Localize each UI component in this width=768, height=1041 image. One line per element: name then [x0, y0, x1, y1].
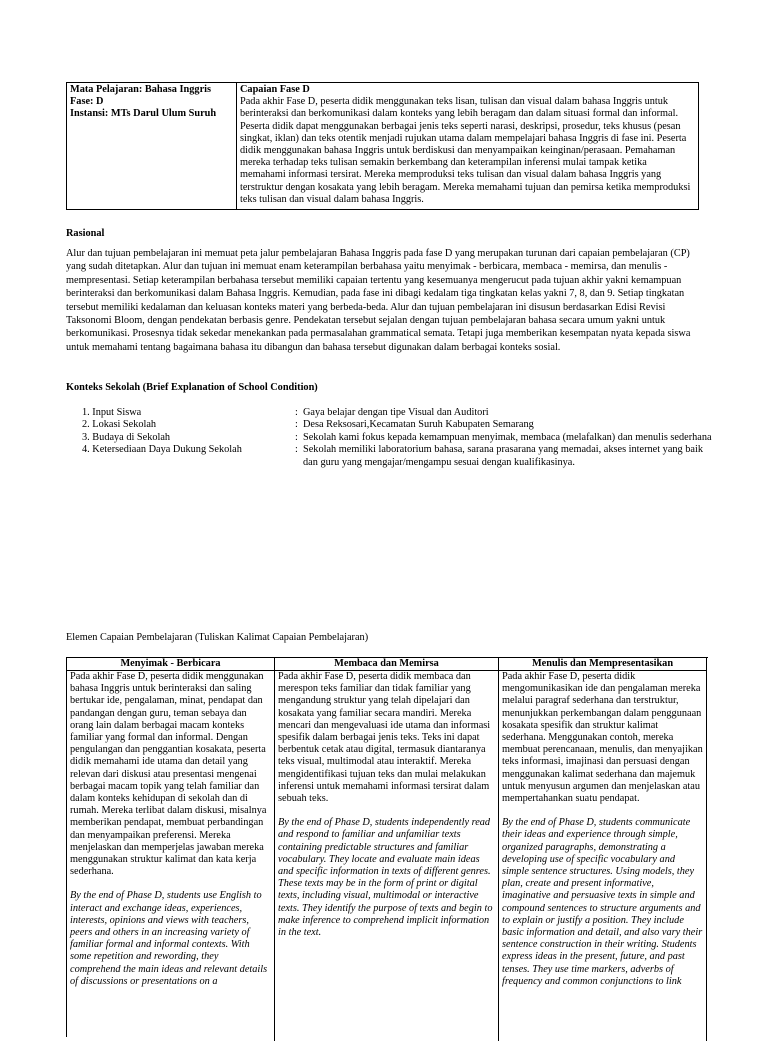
konteks-list: [82, 407, 712, 469]
subject-info-cell: [67, 83, 237, 209]
list-item: [82, 419, 712, 431]
cell-text-id: Pada akhir Fase D, peserta didik membaca dan merespon teks familiar dan tidak familiar yang mengandung struktur yang telah dipelajari dan kosakata yang familiar secara mandiri. Mereka mencari dan mengevaluasi ide utama dan informasi spesifik dalam berbagai jenis teks. Teks ini dapat berbentuk cetak atau digital, termasuk diantaranya teks visual, multimodal atau interaktif. Mereka mengidentifikasi tujuan teks dan mulai melakukan inferensi untuk memahami informasi tersirat dalam sebuah teks.: [278, 671, 491, 805]
konteks-separator: :: [295, 431, 298, 443]
rasional-heading: Rasional: [66, 228, 105, 239]
elemen-title: Elemen Capaian Pembelajaran (Tuliskan Kalimat Capaian Pembelajaran): [66, 632, 369, 643]
cell-text-id: Pada akhir Fase D, peserta didik menggunakan bahasa Inggris untuk berinteraksi dan saling bertukar ide, pengalaman, minat, pendapat dan pandangan dengan guru, teman sebaya dan orang lain dalam berbagai macam konteks familiar yang formal dan informal. Dengan pengulangan dan penggantian kosakata, peserta didik memahami ide utama dan detail yang relevan dari diskusi atau presentasi mengenai berbagai macam topik yang telah familiar dan dalam konteks kehidupan di sekolah dan di rumah. Mereka terlibat dalam diskusi, misalnya memberikan pendapat, membuat perbandingan dan menyampaikan preferensi. Mereka menjelaskan dan memperjelas jawaban mereka menggunakan struktur kalimat dan kata kerja sederhana.: [70, 671, 267, 878]
column-header-menulis: Menulis dan Mempresentasikan: [499, 658, 707, 671]
cell-membaca: [275, 671, 499, 1041]
konteks-label: 3. Budaya di Sekolah: [82, 431, 171, 443]
konteks-label: 4. Ketersediaan Daya Dukung Sekolah: [82, 444, 242, 456]
capaian-text: Pada akhir Fase D, peserta didik menggunakan teks lisan, tulisan dan visual dalam bahasa Inggris untuk berinteraksi dan berkomunikasi dalam konteks yang lebih beragam dan dalam situasi formal dan informal. Peserta didik dapat menggunakan berbagai jenis teks seperti narasi, deskripsi, prosedur, teks khusus (pesan singkat, iklan) dan teks otentik menjadi rujukan utama dalam mempelajari bahasa Inggris di fase ini. Peserta didik menggunakan bahasa Inggris untuk berdiskusi dan menyampaikan keinginan/perasaan. Pemahaman mereka terhadap teks tulisan semakin berkembang dan keterampilan inferensi mulai tampak ketika memahami informasi tersirat. Mereka memproduksi teks tulisan dan visual dalam bahasa Inggris yang terstruktur dengan kosakata yang lebih beragam. Mereka memahami tujuan dan pemirsa ketika memproduksi teks tulisan dan visual dalam bahasa Inggris.: [240, 96, 691, 205]
konteks-separator: :: [295, 407, 298, 418]
rasional-paragraph: Alur dan tujuan pembelajaran ini memuat peta jalur pembelajaran Bahasa Inggris pada fase D yang merupakan turunan dari capaian pembelajaran (CP) yang sudah ditetapkan. Alur dan tujuan ini memuat enam keterampilan berbahasa yaitu menyimak - berbicara, membaca - memirsa, dan menulis - mempresentasi. Setiap keterampilan berbahasa tersebut memiliki capaian tertentu yang kesemuanya mengerucut pada tujuan akhir yakni kemampuan berinteraksi dan berkomunikasi dalam Bahasa Inggris. Kemudian, pada fase ini dibagi kedalam tiga tingkatan kelas yakni 7, 8, dan 9. Setiap tingkatan tersebut memiliki kedalaman dan keluasan konteks materi yang berbeda-beda. Alur dan tujuan pembelajaran ini disusun berdasarkan Edisi Revisi Taksonomi Bloom, dengan pendekatan berbasis genre. Pendekatan tersebut sejalan dengan tujuan pembelajaran bahasa secara umum yakni untuk berkomunikasi. Prosesnya tidak sekedar menekankan pada permasalahan grammatical semata. Tetapi juga memberikan kesempatan nyata kepada siswa untuk memahami tentang bagaimana bahasa itu dibangun dan bahasa tersebut digunakan dalam berbagai konteks sosial.: [66, 248, 691, 353]
capaian-header-table: [66, 82, 699, 210]
konteks-label: 1. Input Siswa: [82, 407, 142, 418]
cell-text-en: By the end of Phase D, students communicate their ideas and experience through simple, organized paragraphs, demonstrating a developing use of specific vocabulary and simple sentence structures. Using models, they plan, create and present informative, imaginative and persuasive texts in simple and compound sentences to structure arguments and to explain or justify a position. They include basic information and detail, and also vary their sentence construction in their writing. Students express ideas in the present, future, and past tenses. They use time markers, adverbs of frequency and common conjunctions to link: [502, 817, 703, 987]
cell-text-en: By the end of Phase D, students use English to interact and exchange ideas, experiences, interests, opinions and views with teachers, peers and others in an increasing variety of familiar formal and informal contexts. With some repetition and rewording, they comprehend the main ideas and relevant details of discussions or presentations on a: [70, 890, 268, 987]
cell-text-en: By the end of Phase D, students independently read and respond to familiar and unfamiliar texts containing predictable structures and familiar vocabulary. They locate and evaluate main ideas and specific information in texts of different genres. These texts may be in the form of print or digital texts, including visual, multimodal or interactive texts. They identify the purpose of texts and begin to make inference to comprehend implicit information in the text.: [278, 817, 493, 939]
list-item: [82, 444, 712, 469]
column-header-menyimak: Menyimak - Berbicara: [67, 658, 275, 671]
konteks-separator: :: [295, 444, 298, 456]
cell-menulis: [499, 671, 707, 1041]
cell-menyimak: [67, 671, 275, 1041]
list-item: [82, 407, 712, 419]
konteks-value: Sekolah kami fokus kepada kemampuan menyimak, membaca (melafalkan) dan menulis sederhana: [303, 431, 712, 443]
cell-text-id: Pada akhir Fase D, peserta didik mengomunikasikan ide dan pengalaman mereka melalui paragraf sederhana dan terstruktur, menunjukkan perkembangan dalam penggunaan kosakata spesifik dan struktur kalimat sederhana. Menggunakan contoh, mereka membuat perencanaan, menulis, dan menyajikan teks informasi, imajinasi dan persuasi dengan menggunakan kalimat sederhana dan majemuk untuk menyusun argumen dan menjelaskan atau mempertahankan suatu pendapat.: [502, 671, 703, 805]
instansi-label: Instansi: MTs Darul Ulum Suruh: [70, 108, 217, 120]
konteks-heading: Konteks Sekolah (Brief Explanation of School Condition): [66, 382, 318, 393]
konteks-value: Gaya belajar dengan tipe Visual dan Auditori: [303, 407, 489, 418]
konteks-label: 2. Lokasi Sekolah: [82, 419, 157, 431]
fase-label: Fase: D: [70, 96, 104, 108]
subject-label: Mata Pelajaran: Bahasa Inggris: [70, 84, 212, 95]
konteks-value: Sekolah memiliki laboratorium bahasa, sarana prasarana yang memadai, akses internet yang baik dan guru yang mengajar/mengampu sesuai dengan kualifikasinya.: [303, 444, 704, 468]
elemen-table: [66, 657, 708, 1037]
konteks-separator: :: [295, 419, 298, 431]
konteks-value: Desa Reksosari,Kecamatan Suruh Kabupaten Semarang: [303, 419, 534, 431]
capaian-title: Capaian Fase D: [240, 84, 310, 95]
capaian-cell: [237, 83, 698, 209]
column-header-membaca: Membaca dan Memirsa: [275, 658, 499, 671]
list-item: [82, 432, 712, 444]
